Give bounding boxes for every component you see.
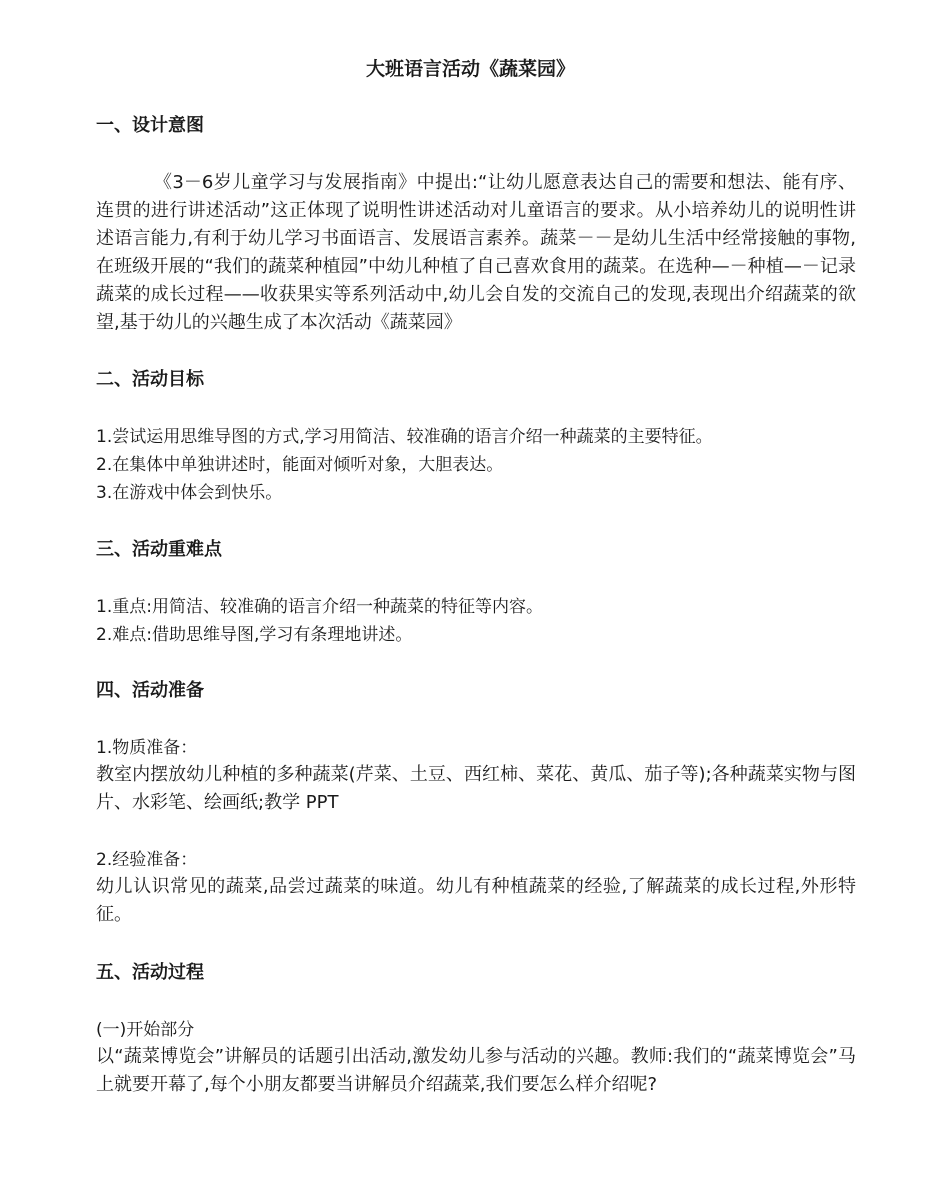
section-heading-preparation: 四、活动准备: [96, 680, 204, 701]
document-title: 大班语言活动《蔬菜园》: [365, 58, 575, 80]
process-subsection-label: (一)开始部分: [96, 1020, 195, 1040]
design-intent-paragraph: 《3－6岁儿童学习与发展指南》中提出:“让幼儿愿意表达自己的需要和想法、能有序、连贯的进行讲述活动”这正体现了说明性讲述活动对儿童语言的要求。从小培养幼儿的说明性讲述语言能力,有利于幼儿学习书面语言、发展语言素养。蔬菜－－是幼儿生活中经常接触的事物,在班级开展的“我们的蔬菜种植园”中幼儿种植了自己喜欢食用的蔬菜。在选种—－种植—－记录蔬菜的成长过程——收获果实等系列活动中,幼儿会自发的交流自己的发现,表现出介绍蔬菜的欲望,基于幼儿的兴趣生成了本次活动《蔬菜园》: [96, 172, 856, 333]
experience-prep-paragraph: 幼儿认识常见的蔬菜,品尝过蔬菜的味道。幼儿有种植蔬菜的经验,了解蔬菜的成长过程,外形特征。: [96, 876, 856, 925]
process-subsection-paragraph: 以“蔬菜博览会”讲解员的话题引出活动,激发幼儿参与活动的兴趣。教师:我们的“蔬菜博览会”马上就要开幕了,每个小朋友都要当讲解员介绍蔬菜,我们要怎么样介绍呢?: [96, 1046, 856, 1095]
objective-item: 3.在游戏中体会到快乐。: [96, 483, 283, 503]
section-heading-objectives: 二、活动目标: [96, 369, 204, 390]
key-point-item: 2.难点:借助思维导图,学习有条理地讲述。: [96, 625, 413, 645]
section-heading-process: 五、活动过程: [96, 962, 204, 983]
material-prep-paragraph: 教室内摆放幼儿种植的多种蔬菜(芹菜、土豆、西红柿、菜花、黄瓜、茄子等);各种蔬菜实物与图片、水彩笔、绘画纸;教学 PPT: [96, 764, 856, 813]
material-prep-label: 1.物质准备：: [96, 738, 198, 758]
objective-item: 2.在集体中单独讲述时，能面对倾听对象，大胆表达。: [96, 455, 504, 475]
objective-item: 1.尝试运用思维导图的方式,学习用简洁、较准确的语言介绍一种蔬菜的主要特征。: [96, 427, 713, 447]
section-heading-design-intent: 一、设计意图: [96, 115, 204, 136]
experience-prep-label: 2.经验准备：: [96, 850, 198, 870]
section-heading-key-points: 三、活动重难点: [96, 539, 222, 560]
key-point-item: 1.重点:用简洁、较准确的语言介绍一种蔬菜的特征等内容。: [96, 597, 543, 617]
